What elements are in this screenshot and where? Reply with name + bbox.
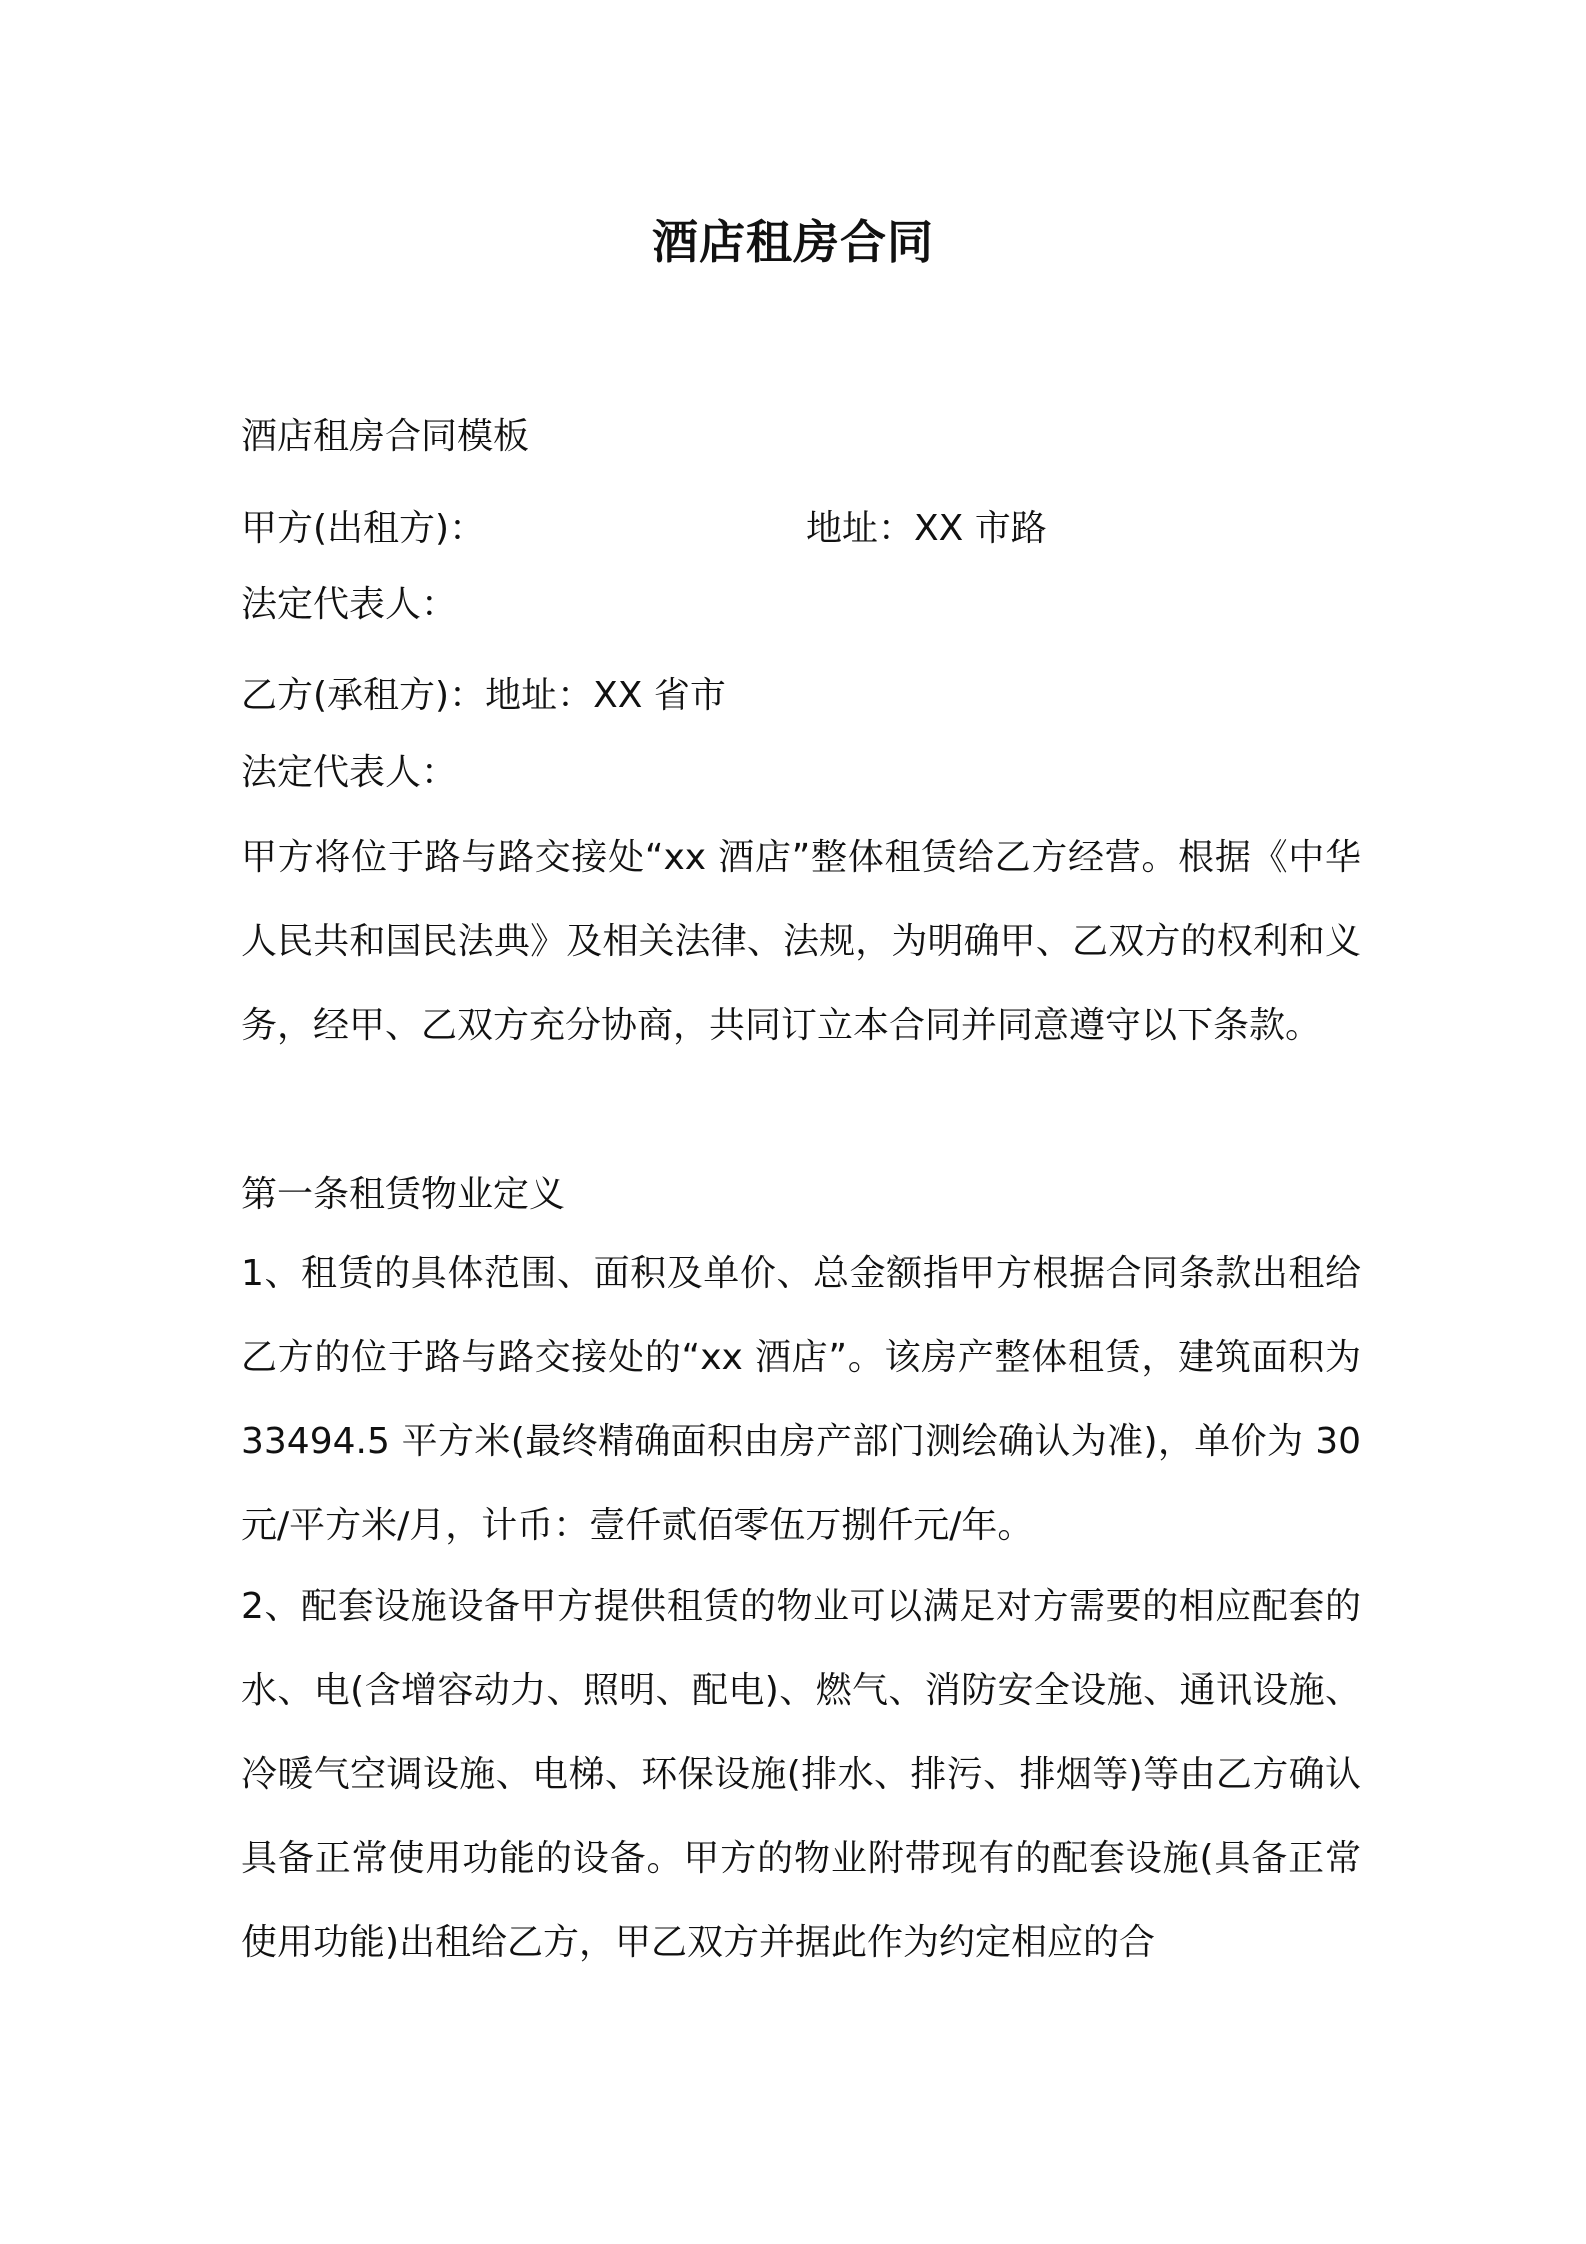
clause-2-paragraph: 2、配套设施设备甲方提供租赁的物业可以满足对方需要的相应配套的水、电(含增容动力、照明、配电)、燃气、消防安全设施、通讯设施、冷暖气空调设施、电梯、环保设施(排水、排污、排烟等)等由乙方确认具备正常使用功能的设备。甲方的物业附带现有的配套设施(具备正常使用功能)出租给乙方，甲乙双方并据此作为约定相应的合 — [241, 1586, 1361, 1963]
article-1-heading: 第一条租赁物业定义 — [241, 1174, 566, 1215]
document-subtitle: 酒店租房合同模板 — [241, 416, 530, 457]
party-a-address: 地址：XX 市路 — [806, 508, 1047, 549]
party-a-representative: 法定代表人： — [241, 584, 458, 625]
party-b-label-address: 乙方(承租方)：地址：XX 省市 — [241, 675, 726, 716]
party-b-representative: 法定代表人： — [241, 752, 458, 793]
document-title: 酒店租房合同 — [652, 215, 934, 269]
party-a-label: 甲方(出租方)： — [241, 508, 486, 549]
clause-1-paragraph: 1、租赁的具体范围、面积及单价、总金额指甲方根据合同条款出租给乙方的位于路与路交接处的“xx 酒店”。该房产整体租赁，建筑面积为 33494.5 平方米(最终精确面积由房产部门测绘确认为准)，单价为 30 元/平方米/月，计币：壹仟贰佰零伍万捌仟元/年。 — [241, 1253, 1361, 1546]
intro-paragraph: 甲方将位于路与路交接处“xx 酒店”整体租赁给乙方经营。根据《中华人民共和国民法典》及相关法律、法规，为明确甲、乙双方的权利和义务，经甲、乙双方充分协商，共同订立本合同并同意遵守以下条款。 — [241, 837, 1361, 1046]
